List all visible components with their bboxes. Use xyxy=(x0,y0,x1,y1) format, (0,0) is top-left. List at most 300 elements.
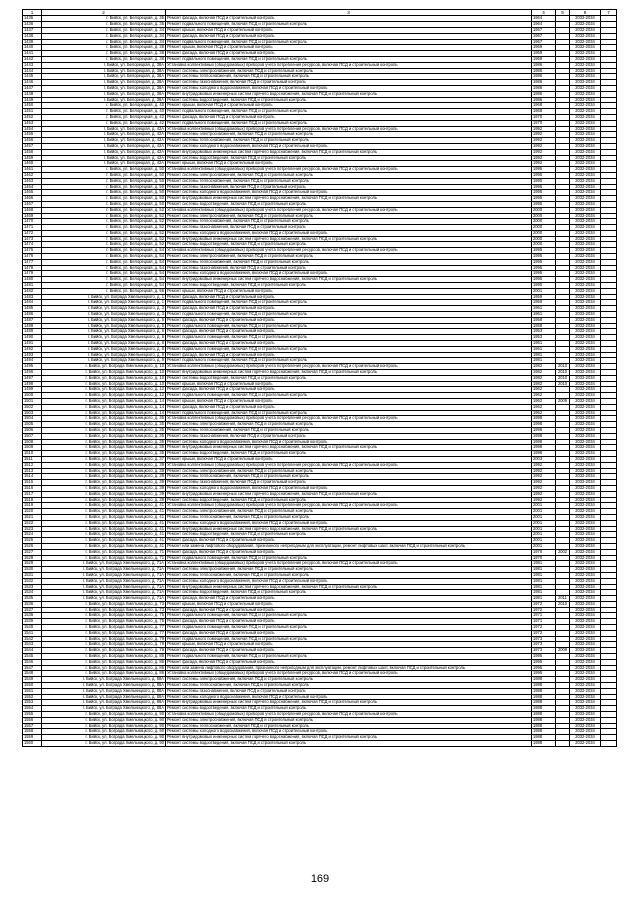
row-number-cell: 1546 xyxy=(23,659,42,665)
row-number-cell: 1521 xyxy=(23,514,42,520)
planned-period-cell: 2032-2034 xyxy=(570,509,601,515)
work-type-cell: Ремонт системы холодного водоснабжения, включая ПСД и строительный контроль xyxy=(166,520,532,526)
address-cell: г. Бийск, ул. Белорецкая, д. 38 xyxy=(42,56,166,62)
address-cell: г. Бийск, ул. Бограда Хмельницкого, д. 86 xyxy=(42,671,166,677)
work-type-cell: Ремонт фасада, включая ПСД и строительный контроль xyxy=(166,352,532,358)
address-cell: г. Бийск, ул. Бограда Хмельницкого, д. 71А xyxy=(42,578,166,584)
row-number-cell: 1530 xyxy=(23,567,42,573)
planned-period-cell: 2032-2034 xyxy=(570,561,601,567)
overhaul-year-cell: 2009 xyxy=(556,648,570,654)
work-type-cell: Ремонт системы холодного водоснабжения, включая ПСД и строительный контроль xyxy=(166,143,532,149)
planned-period-cell: 2032-2034 xyxy=(570,114,601,120)
planned-period-cell: 2032-2034 xyxy=(570,671,601,677)
address-cell: г. Бийск, ул. Белорецкая, д. 35 xyxy=(42,22,166,28)
row-number-cell: 1493 xyxy=(23,352,42,358)
row-number-cell: 1487 xyxy=(23,317,42,323)
work-type-cell: Ремонт или замена лифтового оборудования, признанного непригодным для эксплуатации, ремонт лифтовых шахт, включая ПСД и строительный контроль xyxy=(166,665,532,671)
address-cell: г. Бийск, ул. Белорецкая, д. 54 xyxy=(42,283,166,289)
build-year-cell: 1968 xyxy=(532,103,556,109)
address-cell: г. Бийск, ул. Белорецкая, д. 35 xyxy=(42,16,166,22)
build-year-cell: 1995 xyxy=(532,654,556,660)
work-type-cell: Ремонт фасада, включая ПСД и строительный контроль xyxy=(166,329,532,335)
row-number-cell: 1551 xyxy=(23,688,42,694)
planned-period-cell: 2032-2034 xyxy=(570,120,601,126)
row-number-cell: 1517 xyxy=(23,491,42,497)
address-cell: г. Бийск, ул. Бограда Хмельницкого, д. 9 xyxy=(42,358,166,364)
row-number-cell: 1543 xyxy=(23,642,42,648)
planned-period-cell: 2032-2034 xyxy=(570,654,601,660)
address-cell: г. Бийск, ул. Бограда Хмельницкого, д. 10 xyxy=(42,375,166,381)
planned-period-cell: 2032-2034 xyxy=(570,497,601,503)
row-number-cell: 1512 xyxy=(23,462,42,468)
planned-period-cell: 2032-2034 xyxy=(570,468,601,474)
row-number-cell: 1483 xyxy=(23,294,42,300)
address-cell: г. Бийск, ул. Белорецкая, д. 50 xyxy=(42,184,166,190)
row-number-cell: 1524 xyxy=(23,532,42,538)
address-cell: г. Бийск, ул. Бограда Хмельницкого, д. 77 xyxy=(42,625,166,631)
address-cell: г. Бийск, ул. Белорецкая, д. 40 xyxy=(42,103,166,109)
work-type-cell: Ремонт фасада, включая ПСД и строительный контроль xyxy=(166,294,532,300)
capital-repair-table xyxy=(22,9,617,747)
address-cell: г. Бийск, ул. Белорецкая, д. 42А xyxy=(42,132,166,138)
work-type-cell: Ремонт системы водоотведения, включая ПСД и строительный контроль xyxy=(166,451,532,457)
row-number-cell: 1470 xyxy=(23,219,42,225)
address-cell: г. Бийск, ул. Бограда Хмельницкого, д. 41 xyxy=(42,514,166,520)
work-type-cell: Ремонт системы холодного водоснабжения, включая ПСД и строительный контроль xyxy=(166,439,532,445)
row-number-cell: 1503 xyxy=(23,410,42,416)
work-type-cell: Ремонт системы водоотведения, включая ПСД и строительный контроль xyxy=(166,283,532,289)
work-type-cell: Ремонт внутридомовых инженерных систем горячего водоснабжения, включая ПСД и строительный контроль xyxy=(166,526,532,532)
address-cell: г. Бийск, ул. Белорецкая, д. 54 xyxy=(42,254,166,260)
planned-period-cell: 2032-2034 xyxy=(570,741,601,747)
planned-period-cell: 2032-2034 xyxy=(570,474,601,480)
work-type-cell: Ремонт системы электроснабжения, включая ПСД и строительный контроль xyxy=(166,717,532,723)
build-year-cell: 1995 xyxy=(532,172,556,178)
row-number-cell: 1500 xyxy=(23,393,42,399)
row-number-cell: 1559 xyxy=(23,735,42,741)
work-type-cell: Ремонт подвального помещения, включая ПСД и строительный контроль xyxy=(166,393,532,399)
row-number-cell: 1439 xyxy=(23,39,42,45)
address-cell: г. Бийск, ул. Бограда Хмельницкого, д. 14 xyxy=(42,399,166,405)
work-type-cell: Ремонт крыши, включая ПСД и строительный контроль xyxy=(166,103,532,109)
address-cell: г. Бийск, ул. Белорецкая, д. 52 xyxy=(42,213,166,219)
build-year-cell: 1988 xyxy=(532,706,556,712)
work-type-cell: Ремонт системы теплоснабжения, включая ПСД и строительный контроль xyxy=(166,219,532,225)
work-type-cell: Ремонт подвального помещения, включая ПСД и строительный контроль xyxy=(166,410,532,416)
row-number-cell: 1514 xyxy=(23,474,42,480)
planned-period-cell: 2032-2034 xyxy=(570,306,601,312)
row-number-cell: 1492 xyxy=(23,346,42,352)
work-type-cell: Ремонт системы электроснабжения, включая ПСД и строительный контроль xyxy=(166,68,532,74)
address-cell: г. Бийск, ул. Бограда Хмельницкого, д. 90 xyxy=(42,729,166,735)
row-number-cell: 1445 xyxy=(23,74,42,80)
planned-period-cell: 2032-2034 xyxy=(570,91,601,97)
overhaul-year-cell: 2009 xyxy=(556,399,570,405)
build-year-cell: 1970 xyxy=(532,114,556,120)
address-cell: г. Бийск, ул. Бограда Хмельницкого, д. 79 xyxy=(42,642,166,648)
build-year-cell: 2001 xyxy=(532,532,556,538)
planned-period-cell: 2032-2034 xyxy=(570,178,601,184)
work-type-cell: Ремонт системы электроснабжения, включая ПСД и строительный контроль xyxy=(166,567,532,573)
address-cell: г. Бийск, ул. Белорецкая, д. 52 xyxy=(42,236,166,242)
row-number-cell: 1523 xyxy=(23,526,42,532)
row-number-cell: 1435 xyxy=(23,16,42,22)
build-year-cell: 1958 xyxy=(532,317,556,323)
row-number-cell: 1502 xyxy=(23,404,42,410)
row-number-cell: 1545 xyxy=(23,654,42,660)
row-number-cell: 1522 xyxy=(23,520,42,526)
work-type-cell: Ремонт крыши, включая ПСД и строительный контроль xyxy=(166,456,532,462)
planned-period-cell: 2032-2034 xyxy=(570,596,601,602)
planned-period-cell: 2032-2034 xyxy=(570,404,601,410)
row-number-cell: 1469 xyxy=(23,213,42,219)
planned-period-cell: 2032-2034 xyxy=(570,97,601,103)
planned-period-cell: 2032-2034 xyxy=(570,625,601,631)
build-year-cell: 1988 xyxy=(532,723,556,729)
address-cell: г. Бийск, ул. Белорецкая, д. 54 xyxy=(42,271,166,277)
planned-period-cell: 2032-2034 xyxy=(570,259,601,265)
row-number-cell: 1471 xyxy=(23,225,42,231)
row-number-cell: 1473 xyxy=(23,236,42,242)
row-number-cell: 1463 xyxy=(23,178,42,184)
address-cell: г. Бийск, ул. Бограда Хмельницкого, д. 71А xyxy=(42,561,166,567)
address-cell: г. Бийск, ул. Бограда Хмельницкого, д. 6 xyxy=(42,335,166,341)
build-year-cell: 2001 xyxy=(532,514,556,520)
work-type-cell: Ремонт системы газоснабжения, включая ПСД и строительный контроль xyxy=(166,480,532,486)
address-cell: г. Бийск, ул. Бограда Хмельницкого, д. 35 xyxy=(42,439,166,445)
row-number-cell: 1499 xyxy=(23,387,42,393)
planned-period-cell: 2032-2034 xyxy=(570,538,601,544)
work-type-cell: Ремонт фасада, включая ПСД и строительный контроль xyxy=(166,549,532,555)
row-number-cell: 1529 xyxy=(23,561,42,567)
note-cell xyxy=(601,741,617,747)
work-type-cell: Ремонт системы электроснабжения, включая ПСД и строительный контроль xyxy=(166,213,532,219)
overhaul-year-cell: 2002 xyxy=(556,549,570,555)
work-type-cell: Ремонт или замена лифтового оборудования, признанного непригодным для эксплуатации, ремонт лифтовых шахт, включая ПСД и строительный контроль xyxy=(166,543,532,549)
row-number-cell: 1446 xyxy=(23,80,42,86)
work-type-cell: Ремонт системы водоотведения, включая ПСД и строительный контроль xyxy=(166,706,532,712)
work-type-cell: Ремонт подвального помещения, включая ПСД и строительный контроль xyxy=(166,300,532,306)
address-cell: г. Бийск, ул. Белорецкая, д. 42 xyxy=(42,120,166,126)
address-cell: г. Бийск, ул. Белорецкая, д. 42А xyxy=(42,143,166,149)
planned-period-cell: 2032-2034 xyxy=(570,422,601,428)
overhaul-year-cell: 2010 xyxy=(556,381,570,387)
address-cell: г. Бийск, ул. Белорецкая, д. 56 xyxy=(42,288,166,294)
work-type-cell: Ремонт фасада, включая ПСД и строительный контроль xyxy=(166,33,532,39)
work-type-cell: Ремонт крыши, включая ПСД и строительный контроль xyxy=(166,381,532,387)
row-number-cell: 1489 xyxy=(23,329,42,335)
address-cell: г. Бийск, ул. Белорецкая, д. 38А xyxy=(42,91,166,97)
planned-period-cell: 2032-2034 xyxy=(570,700,601,706)
planned-period-cell: 2032-2034 xyxy=(570,219,601,225)
build-year-cell: 1998 xyxy=(532,427,556,433)
address-cell: г. Бийск, ул. Бограда Хмельницкого, д. 3 xyxy=(42,312,166,318)
planned-period-cell: 2032-2034 xyxy=(570,543,601,549)
build-year-cell: 1986 xyxy=(532,68,556,74)
address-cell: г. Бийск, ул. Белорецкая, д. 34 xyxy=(42,28,166,34)
work-type-cell: Ремонт системы водоотведения, включая ПСД и строительный контроль xyxy=(166,201,532,207)
planned-period-cell: 2032-2034 xyxy=(570,51,601,57)
planned-period-cell: 2032-2034 xyxy=(570,225,601,231)
row-number-cell: 1475 xyxy=(23,248,42,254)
build-year-cell: 1995 xyxy=(532,201,556,207)
build-year-cell: 1995 xyxy=(532,178,556,184)
row-number-cell: 1436 xyxy=(23,22,42,28)
planned-period-cell: 2032-2034 xyxy=(570,706,601,712)
row-number-cell: 1535 xyxy=(23,596,42,602)
row-number-cell: 1438 xyxy=(23,33,42,39)
build-year-cell: 1981 xyxy=(532,578,556,584)
planned-period-cell: 2032-2034 xyxy=(570,416,601,422)
work-type-cell: Ремонт внутридомовых инженерных систем горячего водоснабжения, включая ПСД и строительный контроль xyxy=(166,196,532,202)
row-number-cell: 1447 xyxy=(23,85,42,91)
row-number-cell: 1541 xyxy=(23,630,42,636)
work-type-cell: Ремонт фасада, включая ПСД и строительный контроль xyxy=(166,387,532,393)
build-year-cell: 1988 xyxy=(532,677,556,683)
build-year-cell: 1961 xyxy=(532,341,556,347)
work-type-cell: Установка коллективных (общедомовых) приборов учета потребления ресурсов, включая ПСД и строительный контроль xyxy=(166,416,532,422)
planned-period-cell: 2032-2034 xyxy=(570,665,601,671)
address-cell: г. Бийск, ул. Белорецкая, д. 38А xyxy=(42,74,166,80)
address-cell: г. Бийск, ул. Бограда Хмельницкого, д. 8 xyxy=(42,341,166,347)
address-cell: г. Бийск, ул. Белорецкая, д. 38 xyxy=(42,45,166,51)
column-header: 1 xyxy=(23,10,42,16)
build-year-cell: 1995 xyxy=(532,265,556,271)
address-cell: г. Бийск, ул. Бограда Хмельницкого, д. 77 xyxy=(42,630,166,636)
work-type-cell: Ремонт системы электроснабжения, включая ПСД и строительный контроль xyxy=(166,509,532,515)
work-type-cell: Ремонт внутридомовых инженерных систем горячего водоснабжения, включая ПСД и строительный контроль xyxy=(166,149,532,155)
address-cell: г. Бийск, ул. Белорецкая, д. 54 xyxy=(42,259,166,265)
planned-period-cell: 2032-2034 xyxy=(570,74,601,80)
address-cell: г. Бийск, ул. Бограда Хмельницкого, д. 3 xyxy=(42,306,166,312)
planned-period-cell: 2032-2034 xyxy=(570,358,601,364)
build-year-cell: 1988 xyxy=(532,735,556,741)
planned-period-cell: 2032-2034 xyxy=(570,294,601,300)
row-number-cell: 1457 xyxy=(23,143,42,149)
build-year-cell: 1988 xyxy=(532,741,556,747)
planned-period-cell: 2032-2034 xyxy=(570,572,601,578)
row-number-cell: 1528 xyxy=(23,555,42,561)
address-cell: г. Бийск, ул. Бограда Хмельницкого, д. 12 xyxy=(42,387,166,393)
address-cell: г. Бийск, ул. Бограда Хмельницкого, д. 88А xyxy=(42,706,166,712)
address-cell: г. Бийск, ул. Бограда Хмельницкого, д. 10 xyxy=(42,381,166,387)
column-header: 7 xyxy=(601,10,617,16)
build-year-cell: 1992 xyxy=(532,143,556,149)
work-type-cell: Ремонт фасада, включая ПСД и строительный контроль xyxy=(166,306,532,312)
build-year-cell: 1988 xyxy=(532,729,556,735)
planned-period-cell: 2032-2034 xyxy=(570,630,601,636)
table-row xyxy=(23,741,617,747)
address-cell: г. Бийск, ул. Белорецкая, д. 52 xyxy=(42,230,166,236)
work-type-cell: Ремонт системы теплоснабжения, включая ПСД и строительный контроль xyxy=(166,572,532,578)
work-type-cell: Ремонт крыши, включая ПСД и строительный контроль xyxy=(166,28,532,34)
work-type-cell: Ремонт подвального помещения, включая ПСД и строительный контроль xyxy=(166,120,532,126)
planned-period-cell: 2032-2034 xyxy=(570,248,601,254)
planned-period-cell: 2032-2034 xyxy=(570,399,601,405)
work-type-cell: Ремонт фасада, включая ПСД и строительный контроль xyxy=(166,341,532,347)
work-type-cell: Ремонт системы холодного водоснабжения, включая ПСД и строительный контроль xyxy=(166,694,532,700)
address-cell: г. Бийск, ул. Бограда Хмельницкого, д. 10 xyxy=(42,364,166,370)
row-number-cell: 1488 xyxy=(23,323,42,329)
planned-period-cell: 2032-2034 xyxy=(570,485,601,491)
build-year-cell: 1998 xyxy=(532,433,556,439)
planned-period-cell: 2032-2034 xyxy=(570,659,601,665)
row-number-cell: 1462 xyxy=(23,172,42,178)
address-cell: г. Бийск, ул. Бограда Хмельницкого, д. 5 xyxy=(42,317,166,323)
address-cell: г. Бийск, ул. Бограда Хмельницкого, д. 5 xyxy=(42,323,166,329)
address-cell: г. Бийск, ул. Бограда Хмельницкого, д. 88А xyxy=(42,677,166,683)
build-year-cell: 1969 xyxy=(532,45,556,51)
planned-period-cell: 2032-2034 xyxy=(570,312,601,318)
build-year-cell: 1959 xyxy=(532,300,556,306)
row-number-cell: 1478 xyxy=(23,265,42,271)
planned-period-cell: 2032-2034 xyxy=(570,56,601,62)
planned-period-cell: 2032-2034 xyxy=(570,28,601,34)
row-number-cell: 1539 xyxy=(23,619,42,625)
overhaul-year-cell: 2010 xyxy=(556,370,570,376)
address-cell: г. Бийск, ул. Бограда Хмельницкого, д. 41 xyxy=(42,538,166,544)
work-type-cell: Ремонт подвального помещения, включая ПСД и строительный контроль xyxy=(166,335,532,341)
build-year-cell: 1981 xyxy=(532,596,556,602)
planned-period-cell: 2032-2034 xyxy=(570,520,601,526)
row-number-cell: 1456 xyxy=(23,138,42,144)
work-type-cell: Ремонт фасада, включая ПСД и строительный контроль xyxy=(166,16,532,22)
build-year-cell: 1968 xyxy=(532,109,556,115)
planned-period-cell: 2032-2034 xyxy=(570,375,601,381)
address-cell: г. Бийск, ул. Белорецкая, д. 54 xyxy=(42,248,166,254)
build-year-cell: 1988 xyxy=(532,688,556,694)
planned-period-cell: 2032-2034 xyxy=(570,683,601,689)
address-cell: г. Бийск, ул. Бограда Хмельницкого, д. 39 xyxy=(42,497,166,503)
planned-period-cell: 2032-2034 xyxy=(570,167,601,173)
address-cell: г. Бийск, ул. Белорецкая, д. 50 xyxy=(42,190,166,196)
build-year-cell: 2001 xyxy=(532,509,556,515)
planned-period-cell: 2032-2034 xyxy=(570,68,601,74)
build-year-cell: 1995 xyxy=(532,190,556,196)
address-cell: г. Бийск, ул. Бограда Хмельницкого, д. 73 xyxy=(42,601,166,607)
planned-period-cell: 2032-2034 xyxy=(570,155,601,161)
planned-period-cell: 2032-2034 xyxy=(570,103,601,109)
row-number-cell: 1495 xyxy=(23,364,42,370)
row-number-cell: 1482 xyxy=(23,288,42,294)
planned-period-cell: 2032-2034 xyxy=(570,213,601,219)
build-year-cell: 1969 xyxy=(532,56,556,62)
work-type-cell: Установка коллективных (общедомовых) приборов учета потребления ресурсов, включая ПСД и строительный контроль xyxy=(166,503,532,509)
build-year-cell: 1981 xyxy=(532,572,556,578)
build-year-cell: 1992 xyxy=(532,161,556,167)
address-cell: г. Бийск, ул. Бограда Хмельницкого, д. 41 xyxy=(42,509,166,515)
build-year-cell: 1973 xyxy=(532,648,556,654)
build-year-cell: 1961 xyxy=(532,346,556,352)
planned-period-cell: 2032-2034 xyxy=(570,514,601,520)
build-year-cell: 1962 xyxy=(532,399,556,405)
row-number-cell: 1509 xyxy=(23,445,42,451)
work-type-cell: Ремонт системы газоснабжения, включая ПСД и строительный контроль xyxy=(166,265,532,271)
work-type-cell: Ремонт системы водоотведения, включая ПСД и строительный контроль xyxy=(166,97,532,103)
row-number-cell: 1460 xyxy=(23,161,42,167)
row-number-cell: 1519 xyxy=(23,503,42,509)
work-type-cell: Установка коллективных (общедомовых) приборов учета потребления ресурсов, включая ПСД и строительный контроль xyxy=(166,712,532,718)
planned-period-cell: 2032-2034 xyxy=(570,242,601,248)
address-cell: г. Бийск, ул. Бограда Хмельницкого, д. 39 xyxy=(42,474,166,480)
build-year-cell: 1961 xyxy=(532,306,556,312)
address-cell: г. Бийск, ул. Белорецкая, д. 42А xyxy=(42,155,166,161)
planned-period-cell: 2032-2034 xyxy=(570,491,601,497)
work-type-cell: Ремонт внутридомовых инженерных систем горячего водоснабжения, включая ПСД и строительный контроль xyxy=(166,236,532,242)
planned-period-cell: 2032-2034 xyxy=(570,451,601,457)
work-type-cell: Ремонт подвального помещения, включая ПСД и строительный контроль xyxy=(166,323,532,329)
row-number-cell: 1536 xyxy=(23,601,42,607)
address-cell: г. Бийск, ул. Бограда Хмельницкого, д. 88А xyxy=(42,700,166,706)
row-number-cell: 1544 xyxy=(23,648,42,654)
build-year-cell: 1995 xyxy=(532,248,556,254)
work-type-cell: Ремонт внутридомовых инженерных систем горячего водоснабжения, включая ПСД и строительный контроль xyxy=(166,445,532,451)
planned-period-cell: 2032-2034 xyxy=(570,335,601,341)
address-cell: г. Бийск, ул. Бограда Хмельницкого, д. 35 xyxy=(42,451,166,457)
build-year-cell: 1964 xyxy=(532,16,556,22)
planned-period-cell: 2032-2034 xyxy=(570,694,601,700)
build-year-cell: 1967 xyxy=(532,39,556,45)
build-year-cell: 1995 xyxy=(532,665,556,671)
address-cell: г. Бийск, ул. Бограда Хмельницкого, д. 39 xyxy=(42,485,166,491)
address-cell: г. Бийск, ул. Белорецкая, д. 34 xyxy=(42,39,166,45)
work-type-cell: Ремонт системы холодного водоснабжения, включая ПСД и строительный контроль xyxy=(166,190,532,196)
work-type-cell: Ремонт системы водоотведения, включая ПСД и строительный контроль xyxy=(166,497,532,503)
build-year-cell: 1971 xyxy=(532,619,556,625)
row-number-cell: 1550 xyxy=(23,683,42,689)
address-cell: г. Бийск, ул. Бограда Хмельницкого, д. 90 xyxy=(42,712,166,718)
build-year-cell: 2000 xyxy=(532,207,556,213)
build-year-cell: 1964 xyxy=(532,22,556,28)
planned-period-cell: 2032-2034 xyxy=(570,341,601,347)
planned-period-cell: 2032-2034 xyxy=(570,590,601,596)
work-type-cell: Ремонт системы теплоснабжения, включая ПСД и строительный контроль xyxy=(166,514,532,520)
address-cell: г. Бийск, ул. Бограда Хмельницкого, д. 9 xyxy=(42,352,166,358)
work-type-cell: Ремонт системы холодного водоснабжения, включая ПСД и строительный контроль xyxy=(166,85,532,91)
address-cell: г. Бийск, ул. Белорецкая, д. 50 xyxy=(42,167,166,173)
planned-period-cell: 2032-2034 xyxy=(570,613,601,619)
build-year-cell: 1995 xyxy=(532,277,556,283)
row-number-cell: 1560 xyxy=(23,741,42,747)
row-number-cell: 1542 xyxy=(23,636,42,642)
row-number-cell: 1468 xyxy=(23,207,42,213)
planned-period-cell: 2032-2034 xyxy=(570,39,601,45)
planned-period-cell: 2032-2034 xyxy=(570,300,601,306)
row-number-cell: 1465 xyxy=(23,190,42,196)
build-year-cell: 1982 xyxy=(532,370,556,376)
address-cell: г. Бийск, ул. Белорецкая, д. 50 xyxy=(42,201,166,207)
work-type-cell: Ремонт фасада, включая ПСД и строительный контроль xyxy=(166,607,532,613)
work-type-cell: Ремонт подвального помещения, включая ПСД и строительный контроль xyxy=(166,109,532,115)
build-year-cell: 1995 xyxy=(532,271,556,277)
planned-period-cell: 2032-2034 xyxy=(570,201,601,207)
build-year-cell: 1970 xyxy=(532,549,556,555)
row-number-cell: 1554 xyxy=(23,706,42,712)
work-type-cell: Ремонт системы газоснабжения, включая ПСД и строительный контроль xyxy=(166,688,532,694)
build-year-cell: 1995 xyxy=(532,184,556,190)
address-cell: г. Бийск, ул. Бограда Хмельницкого, д. 88А xyxy=(42,694,166,700)
planned-period-cell: 2032-2034 xyxy=(570,549,601,555)
build-year-cell: 1982 xyxy=(532,364,556,370)
row-number-cell: 1453 xyxy=(23,120,42,126)
address-cell: г. Бийск, ул. Белорецкая, д. 42А xyxy=(42,126,166,132)
work-type-cell: Установка коллективных (общедомовых) приборов учета потребления ресурсов, включая ПСД и строительный контроль xyxy=(166,126,532,132)
work-type-cell: Ремонт подвального помещения, включая ПСД и строительный контроль xyxy=(166,39,532,45)
address-cell: г. Бийск, ул. Белорецкая, д. 42 xyxy=(42,114,166,120)
work-type-cell: Ремонт внутридомовых инженерных систем горячего водоснабжения, включая ПСД и строительный контроль xyxy=(166,370,532,376)
build-year-cell: 1992 xyxy=(532,138,556,144)
build-year-cell: 1953 xyxy=(532,329,556,335)
